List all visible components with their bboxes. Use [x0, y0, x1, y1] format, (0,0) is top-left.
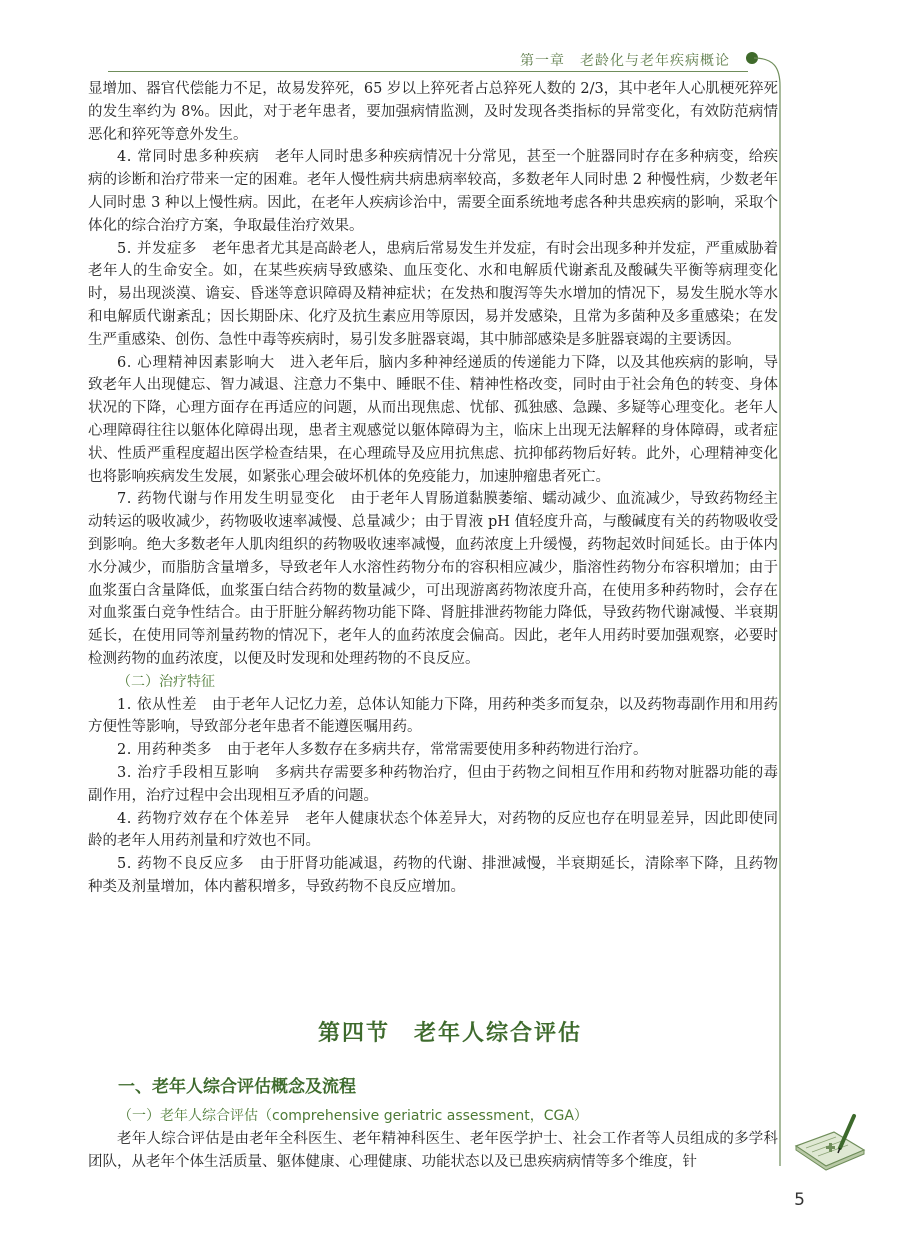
treatment-item: 2. 用药种类多 由于老年人多数存在多病共存，常常需要使用多种药物进行治疗。 — [117, 742, 648, 759]
treatment-item: 5. 药物不良反应多 由于肝肾功能减退，药物的代谢、排泄减慢，半衰期延长，清除率下降，且药物种类及剂量增加，体内蓄积增多，导致药物不良反应增加。 — [88, 856, 778, 895]
paragraph-multiple-diseases: 4. 常同时患多种疾病 老年人同时患多种疾病情况十分常见，甚至一个脏器同时存在多种病变，给疾病的诊断和治疗带来一定的困难。老年人慢性病共病患病率较高，多数老年人同时患 2 种慢性病，少数老年人同时患 3 种以上慢性病。因此，在老年人疾病诊治中，需要全面系统地考虑各种共患疾病的影响，采取个体化的综合治疗方案，争取最佳治疗效果。 — [88, 149, 778, 234]
heading-level-2: （一）老年人综合评估（comprehensive geriatric assessment，CGA） — [118, 1108, 588, 1124]
treatment-item: 1. 依从性差 由于老年人记忆力差，总体认知能力下降，用药种类多而复杂，以及药物毒副作用和用药方便性等影响，导致部分老年患者不能遵医嘱用药。 — [88, 696, 778, 736]
paragraph-continuation: 显增加、器官代偿能力不足，故易发猝死，65 岁以上猝死者占总猝死人数的 2/3，其中老年人心肌梗死猝死的发生率约为 8%。因此，对于老年患者，要加强病情监测，及时发现各类指标的异常变化，有效防范病情恶化和猝死等意外发生。 — [88, 81, 778, 143]
paragraph-drug-metabolism: 7. 药物代谢与作用发生明显变化 由于老年人胃肠道黏膜萎缩、蠕动减少、血流减少，导致药物经主动转运的吸收减少，药物吸收速率减慢、总量减少；由于胃液 pH 值轻度升高，与酸碱度有关的药物吸收受到影响。绝大多数老年人肌肉组织的药物吸收速率减慢，血药浓度上升缓慢，药物起效时间延长。由于体内水分减少，而脂肪含量增多，导致老年人水溶性药物分布的容积相应减少，脂溶性药物分布容积增加；由于血浆蛋白含量降低，血浆蛋白结合药物的数量减少，可出现游离药物浓度升高，在使用多种药物时，会存在对血浆蛋白竞争性结合。由于肝脏分解药物功能下降、肾脏排泄药物能力降低，导致药物代谢减慢、半衰期延长，在使用同等剂量药物的情况下，老年人的血药浓度会偏高。因此，老年人用药时要加强观察，必要时检测药物的血药浓度，以便及时发现和处理药物的不良反应。 — [88, 491, 778, 667]
body-text — [88, 78, 778, 899]
paragraph-cga-intro: 老年人综合评估是由老年全科医生、老年精神科医生、老年医学护士、社会工作者等人员组成的多学科团队，从老年个体生活质量、躯体健康、心理健康、功能状态以及已患疾病病情等多个维度，针 — [88, 1131, 778, 1170]
chapter-header: 第一章 老龄化与老年疾病概论 — [520, 53, 730, 69]
section-title: 第四节 老年人综合评估 — [317, 1021, 582, 1046]
paragraph-psychological-factors: 6. 心理精神因素影响大 进入老年后，脑内多种神经递质的传递能力下降，以及其他疾病的影响，导致老年人出现健忘、智力减退、注意力不集中、睡眠不佳、精神性格改变，同时由于社会角色的转变、身体状况的下降，心理方面存在再适应的问题，从而出现焦虑、忧郁、孤独感、急躁、多疑等心理变化。老年人心理障碍往往以躯体化障碍出现，患者主观感觉以躯体障碍为主，临床上出现无法解释的身体障碍，或者症状、性质严重程度超出医学检查结果，在心理疏导及应用抗焦虑、抗抑郁药物后好转。此外，心理精神变化也将影响疾病发生发展，如紧张心理会破坏机体的免疫能力，加速肿瘤患者死亡。 — [88, 354, 778, 485]
heading-level-1: 一、老年人综合评估概念及流程 — [118, 1077, 356, 1097]
notebook-pen-icon — [790, 1110, 870, 1172]
treatment-item: 3. 治疗手段相互影响 多病共存需要多种药物治疗，但由于药物之间相互作用和药物对脏器功能的毒副作用，治疗过程中会出现相互矛盾的问题。 — [88, 764, 778, 804]
intro-text — [88, 1128, 778, 1174]
paragraph-complications: 5. 并发症多 老年患者尤其是高龄老人，患病后常易发生并发症，有时会出现多种并发症，严重威胁着老年人的生命安全。如，在某些疾病导致感染、血压变化、水和电解质代谢紊乱及酸碱失平衡等病理变化时，易出现淡漠、谵妄、昏迷等意识障碍及精神症状；在发热和腹泻等失水增加的情况下，易发生脱水等水和电解质代谢紊乱；因长期卧床、化疗及抗生素应用等原因，易并发感染，且常为多菌种及多重感染；在发生严重感染、创伤、急性中毒等疾病时，易引发多脏器衰竭，其中肺部感染是多脏器衰竭的主要诱因。 — [88, 240, 778, 348]
subsection-heading: （二）治疗特征 — [117, 673, 215, 690]
header-rule — [108, 71, 748, 72]
page-number: 5 — [794, 1190, 805, 1210]
treatment-item: 4. 药物疗效存在个体差异 老年人健康状态个体差异大，对药物的反应也存在明显差异，因此即使同龄的老年人用药剂量和疗效也不同。 — [88, 810, 778, 850]
